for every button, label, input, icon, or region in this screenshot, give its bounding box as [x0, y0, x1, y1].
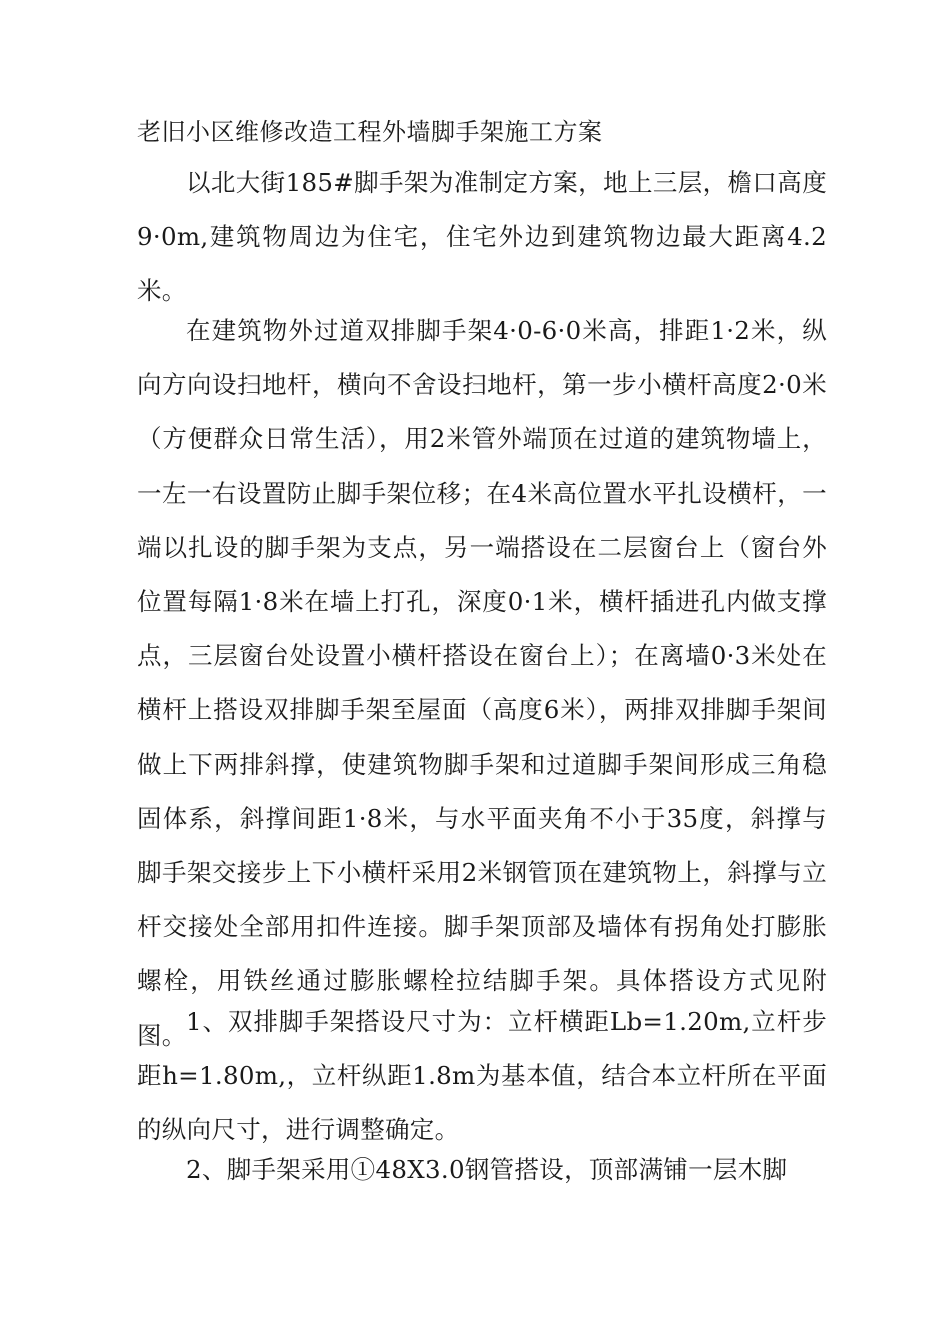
- paragraph-site-overview: 以北大街185#脚手架为准制定方案，地上三层，檐口高度9·0m,建筑物周边为住宅，住宅外边到建筑物边最大距离4.2米。: [137, 168, 827, 306]
- paragraph-scaffold-method: 在建筑物外过道双排脚手架4·0-6·0米高，排距1·2米，纵向方向设扫地杆，横向不舍设扫地杆，第一步小横杆高度2·0米（方便群众日常生活），用2米管外端顶在过道的建筑物墙上，一左一右设置防止脚手架位移；在4米高位置水平扎设横杆，一端以扎设的脚手架为支点，另一端搭设在二层窗台上（窗台外位置每隔1·8米在墙上打孔，深度0·1米，横杆插进孔内做支撑点，三层窗台处设置小横杆搭设在窗台上）；在离墙0·3米处在横杆上搭设双排脚手架至屋面（高度6米），两排双排脚手架间做上下两排斜撑，使建筑物脚手架和过道脚手架间形成三角稳固体系，斜撑间距1·8米，与水平面夹角不小于35度，斜撑与脚手架交接步上下小横杆采用2米钢管顶在建筑物上，斜撑与立杆交接处全部用扣件连接。脚手架顶部及墙体有拐角处打膨胀螺栓，用铁丝通过膨胀螺栓拉结脚手架。具体搭设方式见附图。: [137, 316, 827, 1050]
- paragraph-scaffold-material: 2、脚手架采用①48X3.0钢管搭设，顶部满铺一层木脚: [186, 1155, 788, 1184]
- paragraph-scaffold-dimensions: 1、双排脚手架搭设尺寸为：立杆横距Lb=1.20m,立杆步距h=1.80m,，立杆纵距1.8m为基本值，结合本立杆所在平面的纵向尺寸，进行调整确定。: [137, 1007, 827, 1145]
- document-title: 老旧小区维修改造工程外墙脚手架施工方案: [137, 118, 603, 146]
